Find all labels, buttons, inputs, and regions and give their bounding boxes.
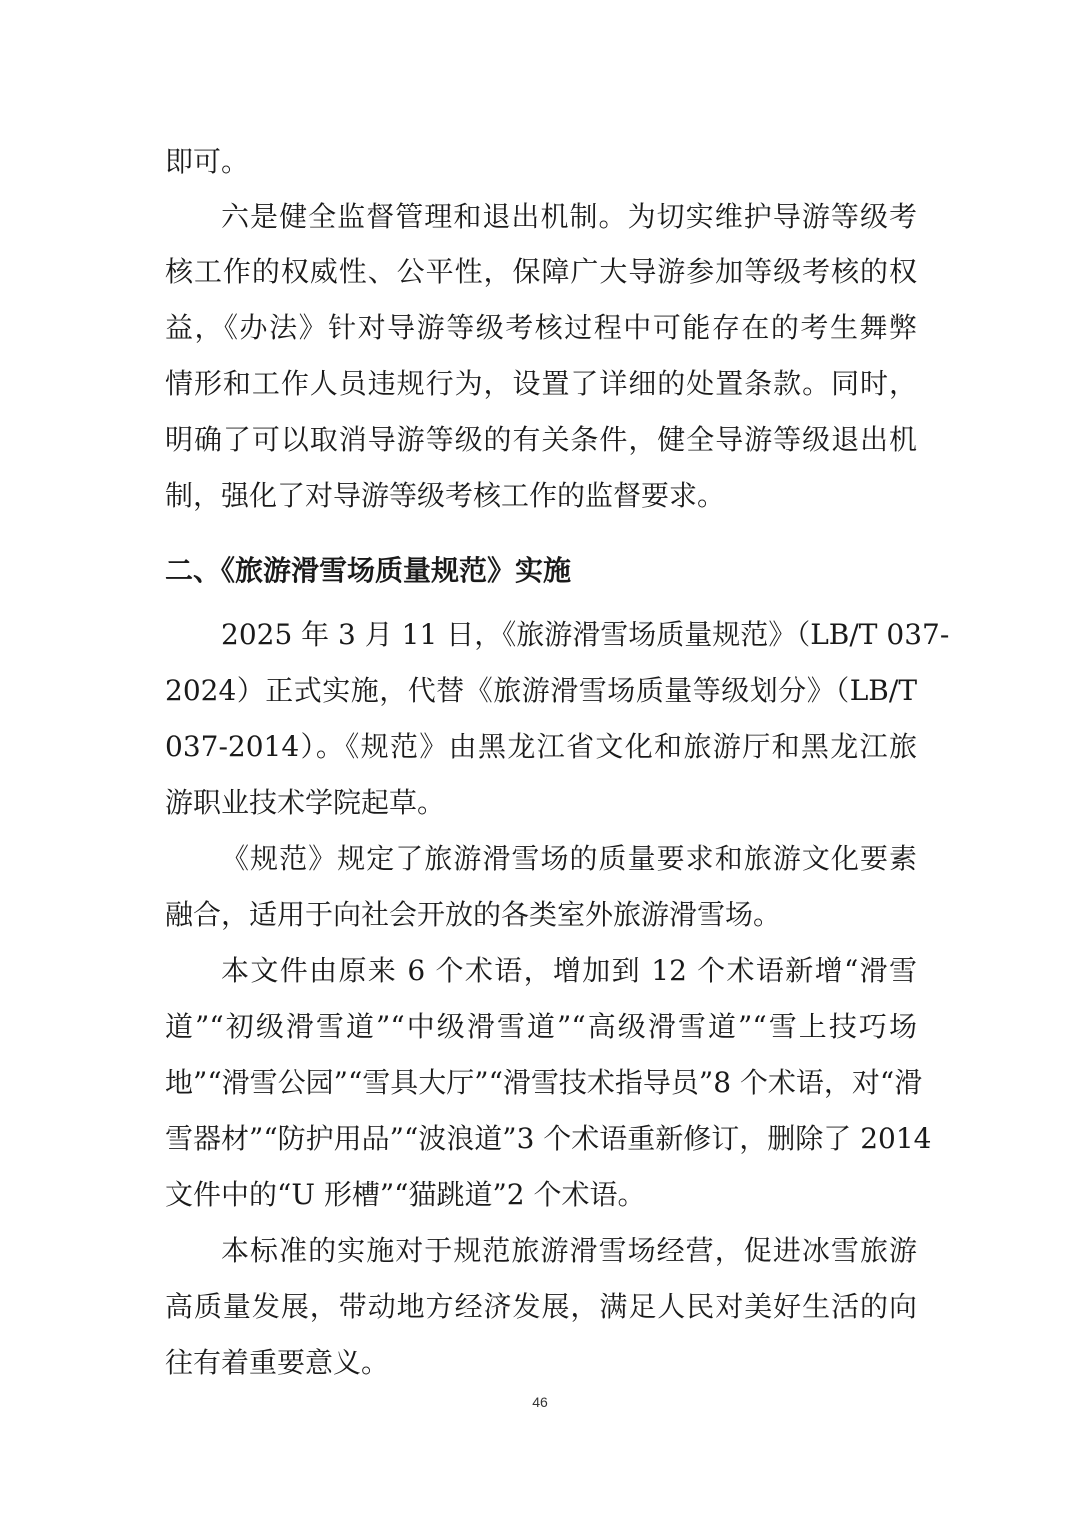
text-line: 游职业技术学院起草。 (165, 786, 446, 819)
text-line: 2024）正式实施，代替《旅游滑雪场质量等级划分》（LB/T (165, 674, 917, 707)
text-line: 037-2014）。《规范》由黑龙江省文化和旅游厅和黑龙江旅 (165, 730, 917, 763)
section-heading: 二、《旅游滑雪场质量规范》实施 (165, 554, 572, 587)
text-line: 地”“滑雪公园”“雪具大厅”“滑雪技术指导员”8 个术语，对“滑 (165, 1066, 923, 1099)
text-line: 本标准的实施对于规范旅游滑雪场经营，促进冰雪旅游 (221, 1234, 917, 1267)
text-line: 《规范》规定了旅游滑雪场的质量要求和旅游文化要素 (221, 842, 917, 875)
text-line: 制，强化了对导游等级考核工作的监督要求。 (165, 479, 726, 512)
text-line: 高质量发展，带动地方经济发展，满足人民对美好生活的向 (165, 1290, 917, 1323)
page-number: 46 (532, 1394, 548, 1410)
text-line: 核工作的权威性、公平性，保障广大导游参加等级考核的权 (165, 255, 917, 288)
text-line: 明确了可以取消导游等级的有关条件，健全导游等级退出机 (165, 423, 917, 456)
text-line: 益，《办法》针对导游等级考核过程中可能存在的考生舞弊 (165, 311, 917, 344)
text-line: 本文件由原来 6 个术语，增加到 12 个术语新增“滑雪 (221, 954, 917, 987)
text-line: 即可。 (165, 145, 250, 178)
text-line: 融合，适用于向社会开放的各类室外旅游滑雪场。 (165, 898, 782, 931)
text-line: 情形和工作人员违规行为，设置了详细的处置条款。同时， (165, 367, 917, 400)
text-line: 2025 年 3 月 11 日，《旅游滑雪场质量规范》（LB/T 037- (221, 618, 950, 651)
text-line: 道”“初级滑雪道”“中级滑雪道”“高级滑雪道”“雪上技巧场 (165, 1010, 917, 1043)
text-line: 文件中的“U 形槽”“猫跳道”2 个术语。 (165, 1178, 646, 1211)
text-line: 雪器材”“防护用品”“波浪道”3 个术语重新修订，删除了 2014 (165, 1122, 932, 1155)
text-line: 往有着重要意义。 (165, 1346, 390, 1379)
text-line: 六是健全监督管理和退出机制。为切实维护导游等级考 (221, 200, 917, 233)
